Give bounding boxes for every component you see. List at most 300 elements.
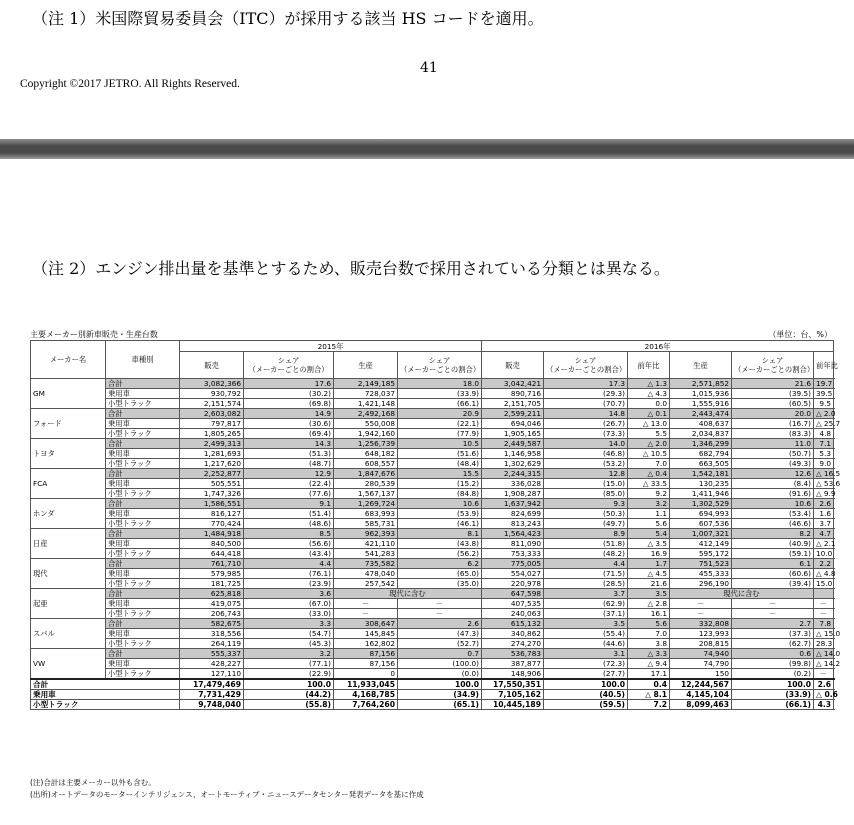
cell-sales-2016: 753,333 — [482, 549, 544, 559]
cell-production-share-2015: － — [398, 599, 482, 609]
cell-production-yoy: 19.7 — [814, 379, 834, 389]
cell-production-share-2015: (0.0) — [398, 669, 482, 680]
cell-sales-2015: 582,675 — [180, 619, 244, 629]
cell-production-2016: 332,808 — [670, 619, 732, 629]
table-row — [31, 599, 834, 609]
cell-production-yoy: 4.8 — [814, 429, 834, 439]
sales-production-table — [30, 340, 841, 710]
grand-cell-sales-2016: 17,550,351 — [482, 679, 544, 690]
table-row — [31, 579, 834, 589]
cell-production-share-2015: (35.0) — [398, 579, 482, 589]
table-title: 主要メーカー別新車販売・生産台数 — [30, 330, 158, 339]
cell-share-2016: 3.5 — [544, 619, 628, 629]
cell-sales-yoy: △ 1.3 — [628, 379, 670, 389]
cell-sales-yoy: △ 9.4 — [628, 659, 670, 669]
cell-production-share-2016: 12.6 — [732, 469, 814, 479]
cell-sales-yoy: △ 2.0 — [628, 439, 670, 449]
cell-sales-2015: 840,500 — [180, 539, 244, 549]
cell-production-2015: 2,149,185 — [334, 379, 398, 389]
header-maker: メーカー名 — [31, 341, 106, 379]
cell-production-2015: 541,283 — [334, 549, 398, 559]
cell-production-share-2015: (15.2) — [398, 479, 482, 489]
cell-sales-2015: 579,985 — [180, 569, 244, 579]
cell-production-2016: 595,172 — [670, 549, 732, 559]
table-row — [31, 419, 834, 429]
cell-share-2016: (44.6) — [544, 639, 628, 649]
cell-production-share-2016: － — [732, 599, 814, 609]
cell-production-share-2016: (60.6) — [732, 569, 814, 579]
cell-production-2015: 478,040 — [334, 569, 398, 579]
maker-name: トヨタ — [31, 439, 106, 469]
cell-sales-2016: 2,599,211 — [482, 409, 544, 419]
maker-name: スバル — [31, 619, 106, 649]
cell-sales-2016: 554,027 — [482, 569, 544, 579]
cell-share-2015: (54.7) — [244, 629, 334, 639]
cell-sales-2016: 775,005 — [482, 559, 544, 569]
cell-share-2015: (45.3) — [244, 639, 334, 649]
table-row — [31, 649, 834, 659]
cell-sales-2015: 419,075 — [180, 599, 244, 609]
cell-production-yoy — [814, 589, 834, 599]
cell-production-2015: 1,942,160 — [334, 429, 398, 439]
maker-name: ホンダ — [31, 499, 106, 529]
vehicle-type: 乗用車 — [106, 629, 180, 639]
cell-production-2015: 87,156 — [334, 659, 398, 669]
cell-sales-yoy: △ 33.5 — [628, 479, 670, 489]
cell-sales-2015: 206,743 — [180, 609, 244, 619]
cell-share-2016: 8.9 — [544, 529, 628, 539]
cell-sales-yoy: 0.0 — [628, 399, 670, 409]
cell-share-2016: (71.5) — [544, 569, 628, 579]
cell-share-2015: 4.4 — [244, 559, 334, 569]
header-year-2015: 2015年 — [180, 341, 482, 352]
cell-production-2016: 682,794 — [670, 449, 732, 459]
grand-cell-sales-yoy: △ 8.1 — [628, 690, 670, 700]
cell-production-yoy: 9.5 — [814, 399, 834, 409]
cell-production-2015: － — [334, 609, 398, 619]
vehicle-type: 小型トラック — [106, 459, 180, 469]
cell-sales-yoy: 16.9 — [628, 549, 670, 559]
vehicle-type: 小型トラック — [106, 519, 180, 529]
grand-cell-share-2015: 100.0 — [244, 679, 334, 690]
cell-production-2015: 421,110 — [334, 539, 398, 549]
table-unit: （単位：台、%） — [768, 330, 832, 339]
cell-production-2015: 608,557 — [334, 459, 398, 469]
cell-production-2015: 0 — [334, 669, 398, 680]
cell-sales-yoy: 7.0 — [628, 629, 670, 639]
merged-note: 現代に含む — [670, 589, 814, 599]
grand-cell-share-2015: (55.8) — [244, 700, 334, 710]
cell-production-share-2015: (53.9) — [398, 509, 482, 519]
cell-share-2016: 17.3 — [544, 379, 628, 389]
cell-production-yoy: △ 2.1 — [814, 539, 834, 549]
header-production-2016: 生産 — [670, 352, 732, 379]
vehicle-type: 乗用車 — [106, 419, 180, 429]
cell-production-share-2015: (56.2) — [398, 549, 482, 559]
cell-sales-2016: 274,270 — [482, 639, 544, 649]
cell-sales-2016: 220,978 — [482, 579, 544, 589]
cell-production-2015: 728,037 — [334, 389, 398, 399]
header-year-2016: 2016年 — [482, 341, 834, 352]
cell-production-yoy: － — [814, 669, 834, 680]
cell-sales-2015: 1,484,918 — [180, 529, 244, 539]
cell-production-share-2016: 6.1 — [732, 559, 814, 569]
vehicle-type: 小型トラック — [106, 579, 180, 589]
table-row — [31, 569, 834, 579]
cell-production-2015: 1,269,724 — [334, 499, 398, 509]
vehicle-type: 乗用車 — [106, 659, 180, 669]
cell-production-yoy: △ 15.0 — [814, 629, 834, 639]
cell-share-2015: (22.9) — [244, 669, 334, 680]
cell-production-2015: 2,492,168 — [334, 409, 398, 419]
cell-production-yoy: △ 9.9 — [814, 489, 834, 499]
table-row — [31, 609, 834, 619]
cell-production-share-2015: 2.6 — [398, 619, 482, 629]
cell-share-2015: (51.4) — [244, 509, 334, 519]
cell-sales-2015: 797,817 — [180, 419, 244, 429]
grand-cell-production-2016: 4,145,104 — [670, 690, 732, 700]
cell-sales-2016: 1,908,287 — [482, 489, 544, 499]
note-1: （注 1）米国際貿易委員会（ITC）が採用する該当 HS コードを適用。 — [32, 9, 544, 28]
maker-name: 起亜 — [31, 589, 106, 619]
table-row — [31, 529, 834, 539]
cell-production-2016: 208,815 — [670, 639, 732, 649]
cell-sales-2016: 336,028 — [482, 479, 544, 489]
cell-share-2016: (28.5) — [544, 579, 628, 589]
cell-production-2016: 130,235 — [670, 479, 732, 489]
cell-production-yoy: △ 16.5 — [814, 469, 834, 479]
grand-cell-sales-2016: 10,445,189 — [482, 700, 544, 710]
cell-production-share-2016: 8.2 — [732, 529, 814, 539]
table-row — [31, 669, 834, 680]
cell-production-share-2015: (84.8) — [398, 489, 482, 499]
cell-production-2016: 751,523 — [670, 559, 732, 569]
vehicle-type: 乗用車 — [106, 539, 180, 549]
cell-production-share-2015: 0.7 — [398, 649, 482, 659]
cell-sales-2015: 761,710 — [180, 559, 244, 569]
header-share-2016: シェア （メーカーごとの割合） — [544, 352, 628, 379]
vehicle-type: 乗用車 — [106, 509, 180, 519]
cell-share-2015: (48.7) — [244, 459, 334, 469]
cell-sales-2016: 647,598 — [482, 589, 544, 599]
cell-sales-yoy: 7.0 — [628, 459, 670, 469]
table-row — [31, 439, 834, 449]
table-row — [31, 629, 834, 639]
cell-production-share-2015: (77.9) — [398, 429, 482, 439]
grand-total-label: 合計 — [31, 679, 180, 690]
cell-share-2016: (37.1) — [544, 609, 628, 619]
cell-production-share-2016: 20.0 — [732, 409, 814, 419]
cell-production-2016: 1,346,299 — [670, 439, 732, 449]
cell-production-share-2016: － — [732, 609, 814, 619]
cell-share-2015: (30.6) — [244, 419, 334, 429]
maker-name: 日産 — [31, 529, 106, 559]
cell-production-share-2016: (83.3) — [732, 429, 814, 439]
cell-production-2016: 296,190 — [670, 579, 732, 589]
grand-cell-production-2016: 12,244,567 — [670, 679, 732, 690]
cell-production-2016: 1,007,321 — [670, 529, 732, 539]
grand-cell-share-2016: (59.5) — [544, 700, 628, 710]
cell-production-2016: 455,333 — [670, 569, 732, 579]
copyright: Copyright ©2017 JETRO. All Rights Reserved. — [20, 78, 240, 90]
grand-cell-production-share-2016: 100.0 — [732, 679, 814, 690]
cell-sales-yoy: 1.1 — [628, 509, 670, 519]
cell-production-share-2016: (49.3) — [732, 459, 814, 469]
page-number: 41 — [420, 60, 438, 76]
maker-name: 現代 — [31, 559, 106, 589]
cell-production-share-2015: (51.6) — [398, 449, 482, 459]
cell-production-share-2016: (50.7) — [732, 449, 814, 459]
cell-share-2015: (30.2) — [244, 389, 334, 399]
cell-production-yoy: 1.6 — [814, 509, 834, 519]
cell-sales-yoy: △ 4.3 — [628, 389, 670, 399]
cell-share-2015: (23.9) — [244, 579, 334, 589]
cell-production-2016: 123,993 — [670, 629, 732, 639]
grand-cell-production-share-2015: 100.0 — [398, 679, 482, 690]
cell-sales-2015: 555,337 — [180, 649, 244, 659]
cell-production-yoy: 28.3 — [814, 639, 834, 649]
header-production-share-2016: シェア （メーカーごとの割合） — [732, 352, 814, 379]
cell-production-2016: 2,443,474 — [670, 409, 732, 419]
vehicle-type: 乗用車 — [106, 389, 180, 399]
footnote-note: (注)合計は主要メーカー以外も含む。 — [30, 778, 156, 787]
cell-production-share-2015: (52.7) — [398, 639, 482, 649]
cell-production-share-2015: － — [398, 609, 482, 619]
cell-share-2016: 3.1 — [544, 649, 628, 659]
cell-production-share-2016: 11.0 — [732, 439, 814, 449]
grand-cell-sales-2015: 7,731,429 — [180, 690, 244, 700]
cell-production-share-2016: (53.4) — [732, 509, 814, 519]
grand-cell-production-2015: 4,168,785 — [334, 690, 398, 700]
grand-cell-production-yoy: △ 0.6 — [814, 690, 834, 700]
cell-share-2016: (70.7) — [544, 399, 628, 409]
cell-sales-yoy: △ 2.8 — [628, 599, 670, 609]
cell-sales-2015: 1,586,551 — [180, 499, 244, 509]
cell-share-2016: 14.8 — [544, 409, 628, 419]
table-row — [31, 619, 834, 629]
grand-cell-share-2016: 100.0 — [544, 679, 628, 690]
cell-sales-2016: 536,783 — [482, 649, 544, 659]
maker-name: FCA — [31, 469, 106, 499]
table-row — [31, 639, 834, 649]
cell-share-2016: (15.0) — [544, 479, 628, 489]
header-share-2015: シェア （メーカーごとの割合） — [244, 352, 334, 379]
cell-share-2016: (29.3) — [544, 389, 628, 399]
cell-production-2015: 257,542 — [334, 579, 398, 589]
cell-production-yoy: 39.5 — [814, 389, 834, 399]
cell-sales-2016: 1,637,942 — [482, 499, 544, 509]
cell-sales-yoy: 1.7 — [628, 559, 670, 569]
cell-sales-yoy: △ 0.4 — [628, 469, 670, 479]
vehicle-type: 小型トラック — [106, 489, 180, 499]
cell-production-2015: 1,847,676 — [334, 469, 398, 479]
cell-production-2016: 1,015,936 — [670, 389, 732, 399]
cell-sales-yoy: △ 4.5 — [628, 569, 670, 579]
cell-sales-2016: 2,244,315 — [482, 469, 544, 479]
cell-sales-2015: 264,119 — [180, 639, 244, 649]
maker-name: GM — [31, 379, 106, 409]
cell-production-2015: 1,567,137 — [334, 489, 398, 499]
vehicle-type: 合計 — [106, 499, 180, 509]
cell-production-2015: 648,182 — [334, 449, 398, 459]
vehicle-type: 小型トラック — [106, 609, 180, 619]
table-row — [31, 479, 834, 489]
cell-production-2015: 550,008 — [334, 419, 398, 429]
cell-share-2016: (53.2) — [544, 459, 628, 469]
cell-sales-yoy: △ 10.5 — [628, 449, 670, 459]
cell-production-yoy: 4.7 — [814, 529, 834, 539]
cell-sales-yoy: 21.6 — [628, 579, 670, 589]
cell-production-share-2016: 21.6 — [732, 379, 814, 389]
cell-share-2015: (56.6) — [244, 539, 334, 549]
cell-sales-yoy: 3.5 — [628, 589, 670, 599]
table-body — [31, 379, 841, 710]
vehicle-type: 乗用車 — [106, 569, 180, 579]
cell-sales-2016: 1,146,958 — [482, 449, 544, 459]
cell-share-2015: (77.6) — [244, 489, 334, 499]
cell-production-2016: 412,149 — [670, 539, 732, 549]
table-row — [31, 659, 834, 669]
vehicle-type: 乗用車 — [106, 599, 180, 609]
cell-sales-2016: 3,042,421 — [482, 379, 544, 389]
cell-share-2016: (73.3) — [544, 429, 628, 439]
cell-sales-2015: 181,725 — [180, 579, 244, 589]
cell-sales-2016: 148,906 — [482, 669, 544, 680]
header-sales-2016: 販売 — [482, 352, 544, 379]
cell-share-2016: (85.0) — [544, 489, 628, 499]
cell-production-2015: 87,156 — [334, 649, 398, 659]
cell-sales-2015: 3,082,366 — [180, 379, 244, 389]
cell-sales-2015: 644,418 — [180, 549, 244, 559]
cell-production-yoy: 10.0 — [814, 549, 834, 559]
cell-share-2015: (48.6) — [244, 519, 334, 529]
cell-sales-2016: 824,699 — [482, 509, 544, 519]
cell-production-2016: 408,637 — [670, 419, 732, 429]
grand-cell-sales-yoy: 7.2 — [628, 700, 670, 710]
cell-share-2016: (49.7) — [544, 519, 628, 529]
cell-sales-yoy: △ 13.0 — [628, 419, 670, 429]
cell-sales-2015: 2,252,877 — [180, 469, 244, 479]
cell-production-2016: 2,034,837 — [670, 429, 732, 439]
cell-sales-2015: 1,747,326 — [180, 489, 244, 499]
table-row — [31, 449, 834, 459]
cell-share-2016: 12.8 — [544, 469, 628, 479]
cell-sales-2016: 890,716 — [482, 389, 544, 399]
cell-sales-2016: 1,302,629 — [482, 459, 544, 469]
grand-cell-production-yoy: 4.3 — [814, 700, 834, 710]
grand-cell-sales-yoy: 0.4 — [628, 679, 670, 690]
cell-sales-yoy: 5.5 — [628, 429, 670, 439]
grand-cell-sales-2016: 7,105,162 — [482, 690, 544, 700]
cell-share-2015: 17.6 — [244, 379, 334, 389]
cell-sales-2015: 505,551 — [180, 479, 244, 489]
cell-production-2015: 683,993 — [334, 509, 398, 519]
cell-sales-yoy: 16.1 — [628, 609, 670, 619]
cell-production-2015: 280,539 — [334, 479, 398, 489]
grand-cell-sales-2015: 9,748,040 — [180, 700, 244, 710]
cell-share-2016: (26.7) — [544, 419, 628, 429]
cell-production-share-2016: 10.6 — [732, 499, 814, 509]
cell-production-share-2015: (66.1) — [398, 399, 482, 409]
cell-production-share-2016: (60.5) — [732, 399, 814, 409]
cell-share-2015: (69.4) — [244, 429, 334, 439]
cell-sales-2015: 127,110 — [180, 669, 244, 680]
table-row — [31, 389, 834, 399]
cell-production-yoy: 7.8 — [814, 619, 834, 629]
grand-cell-production-yoy: 2.6 — [814, 679, 834, 690]
cell-production-yoy: △ 2.0 — [814, 409, 834, 419]
cell-production-share-2015: (100.0) — [398, 659, 482, 669]
grand-total-label: 乗用車 — [31, 690, 180, 700]
cell-sales-yoy: △ 3.3 — [628, 649, 670, 659]
cell-production-share-2015: (47.3) — [398, 629, 482, 639]
cell-production-2016: 1,542,181 — [670, 469, 732, 479]
cell-sales-2016: 615,132 — [482, 619, 544, 629]
cell-production-yoy: 2.6 — [814, 499, 834, 509]
grand-total-label: 小型トラック — [31, 700, 180, 710]
cell-production-2016: 2,571,852 — [670, 379, 732, 389]
cell-share-2015: 12.9 — [244, 469, 334, 479]
cell-share-2015: 14.3 — [244, 439, 334, 449]
cell-share-2016: (51.8) — [544, 539, 628, 549]
grand-cell-production-2015: 11,933,045 — [334, 679, 398, 690]
table-row — [31, 429, 834, 439]
table-row — [31, 519, 834, 529]
header-type: 車種別 — [106, 341, 180, 379]
grand-cell-production-share-2015: (65.1) — [398, 700, 482, 710]
cell-share-2016: 3.7 — [544, 589, 628, 599]
cell-production-share-2015: (65.0) — [398, 569, 482, 579]
cell-share-2016: 14.0 — [544, 439, 628, 449]
cell-share-2015: (51.3) — [244, 449, 334, 459]
cell-sales-2016: 1,564,423 — [482, 529, 544, 539]
cell-production-share-2015: (33.9) — [398, 389, 482, 399]
cell-sales-2015: 930,792 — [180, 389, 244, 399]
cell-production-share-2016: (8.4) — [732, 479, 814, 489]
cell-sales-yoy: 5.6 — [628, 519, 670, 529]
table-row — [31, 559, 834, 569]
cell-production-share-2016: 0.6 — [732, 649, 814, 659]
page-break-divider — [0, 139, 854, 159]
cell-share-2015: 3.6 — [244, 589, 334, 599]
cell-share-2016: 4.4 — [544, 559, 628, 569]
cell-production-share-2016: (59.1) — [732, 549, 814, 559]
cell-production-share-2015: 15.5 — [398, 469, 482, 479]
cell-production-2015: 585,731 — [334, 519, 398, 529]
vehicle-type: 合計 — [106, 379, 180, 389]
cell-share-2016: (48.2) — [544, 549, 628, 559]
cell-share-2015: 3.3 — [244, 619, 334, 629]
cell-sales-2016: 811,090 — [482, 539, 544, 549]
maker-name: フォード — [31, 409, 106, 439]
vehicle-type: 合計 — [106, 619, 180, 629]
grand-cell-production-2015: 7,764,260 — [334, 700, 398, 710]
header-production-2015: 生産 — [334, 352, 398, 379]
vehicle-type: 合計 — [106, 529, 180, 539]
cell-sales-2015: 428,227 — [180, 659, 244, 669]
cell-share-2016: (27.7) — [544, 669, 628, 680]
vehicle-type: 小型トラック — [106, 399, 180, 409]
cell-sales-2016: 340,862 — [482, 629, 544, 639]
cell-production-yoy: － — [814, 609, 834, 619]
cell-production-2015: 145,845 — [334, 629, 398, 639]
cell-share-2015: (33.0) — [244, 609, 334, 619]
cell-production-share-2015: 18.0 — [398, 379, 482, 389]
cell-sales-yoy: 5.4 — [628, 529, 670, 539]
cell-sales-2016: 240,063 — [482, 609, 544, 619]
header-sales-yoy: 前年比 — [628, 352, 670, 379]
cell-production-yoy: 5.3 — [814, 449, 834, 459]
